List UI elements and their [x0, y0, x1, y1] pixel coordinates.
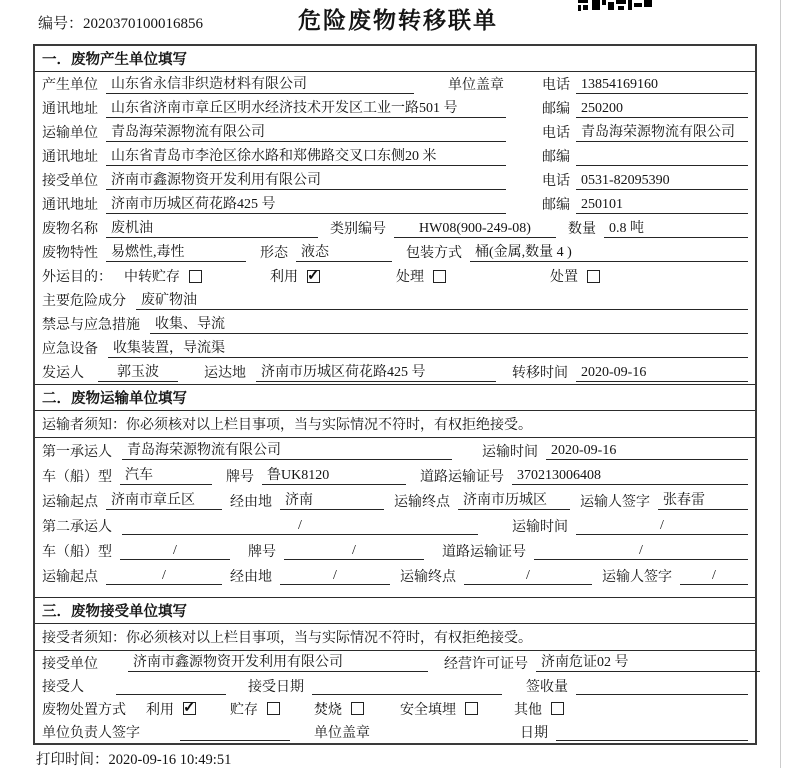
disposal-option-store — [230, 699, 280, 719]
qr-code-fragment-icon — [578, 0, 654, 11]
receipt-qty-value — [576, 676, 748, 695]
print-time-line — [36, 748, 231, 768]
row-emergency-equipment — [35, 336, 755, 360]
row-waste-character — [35, 240, 755, 264]
doc-number-label: 编号： — [38, 16, 84, 32]
disposal-option-burn-label: 焚烧 — [314, 702, 342, 718]
accept-unit-label: 接受单位 — [42, 656, 98, 672]
purpose-option-dispose — [550, 266, 600, 286]
producer-label: 产生单位 — [42, 78, 98, 93]
date-label: 日期 — [520, 725, 548, 741]
scan-edge-line — [780, 0, 781, 768]
accept-unit-value: 济南市鑫源物资开发利用有限公司 — [128, 653, 428, 672]
transport-time2-label: 运输时间 — [512, 519, 568, 535]
packing-label: 包装方式 — [406, 246, 462, 261]
equipment-label: 应急设备 — [42, 342, 98, 357]
shipper-label: 发运人 — [42, 366, 84, 381]
date-value — [556, 722, 748, 741]
accept-date-value — [312, 676, 502, 695]
purpose-treat-checkbox — [433, 270, 446, 283]
waste-name-value: 废机油 — [106, 219, 318, 238]
section-2-notice: 运输者须知：你必须核对以上栏目事项，当与实际情况不符时，有权拒绝接受。 — [35, 411, 755, 438]
producer-phone-label: 电话 — [542, 78, 570, 93]
waste-name-label: 废物名称 — [42, 222, 98, 237]
plate1-label: 牌号 — [226, 469, 254, 485]
receiver-value: 济南市鑫源物资开发利用有限公司 — [106, 171, 506, 190]
vehicle1-label: 车（船）型 — [42, 469, 112, 485]
license-label: 经营许可证号 — [444, 656, 528, 672]
transporter-addr-label: 通讯地址 — [42, 150, 98, 165]
transporter-zip-label: 邮编 — [542, 150, 570, 165]
row-second-carrier — [35, 513, 755, 538]
disposal-option-use — [146, 699, 196, 719]
purpose-label: 外运目的： — [42, 270, 112, 285]
via1-value: 济南 — [280, 491, 384, 510]
producer-value: 山东省永信非织造材料有限公司 — [106, 75, 414, 94]
row-transporter-unit — [35, 120, 755, 144]
category-label: 类别编号 — [330, 222, 386, 237]
disposal-option-burn — [314, 699, 364, 719]
purpose-storage-checkbox — [189, 270, 202, 283]
row-transport-purpose — [35, 264, 755, 288]
carrier-sign2-label: 运输人签字 — [602, 569, 672, 585]
disposal-store-checkbox — [267, 702, 280, 715]
via1-label: 经由地 — [230, 494, 272, 510]
row-producer-unit — [35, 72, 755, 96]
section-3-notice: 接受者须知：你必须核对以上栏目事项，当与实际情况不符时，有权拒绝接受。 — [35, 624, 755, 651]
origin1-value: 济南市章丘区 — [106, 491, 222, 510]
transporter-value: 青岛海荣源物流有限公司 — [106, 123, 506, 142]
receiver-label: 接受单位 — [42, 174, 98, 189]
purpose-option-treat — [396, 266, 446, 286]
disposal-option-landfill-label: 安全填埋 — [400, 702, 456, 718]
receiver-addr-label: 通讯地址 — [42, 198, 98, 213]
disposal-landfill-checkbox — [465, 702, 478, 715]
carrier-sign1-label: 运输人签字 — [580, 494, 650, 510]
qty-value: 0.8 吨 — [604, 219, 748, 238]
via2-value: / — [280, 566, 390, 585]
row-waste-name — [35, 216, 755, 240]
road-permit1-value: 370213006408 — [512, 466, 748, 485]
category-value: HW08(900-249-08) — [394, 219, 556, 238]
disposal-option-use-label: 利用 — [146, 702, 174, 718]
row-receiver-unit — [35, 168, 755, 192]
receipt-qty-label: 签收量 — [526, 679, 568, 695]
row-producer-address — [35, 96, 755, 120]
transporter-phone-value: 青岛海荣源物流有限公司 — [576, 123, 748, 142]
section-3-header: 三．废物接受单位填写 — [35, 597, 755, 624]
origin2-label: 运输起点 — [42, 569, 98, 585]
shipper-value: 郭玉波 — [98, 363, 178, 382]
carrier-sign1-value: 张春雷 — [658, 491, 748, 510]
principal-sign-label: 单位负责人签字 — [42, 725, 140, 741]
vehicle1-value: 汽车 — [120, 466, 212, 485]
receiver-addr-value: 济南市历城区荷花路425 号 — [106, 195, 506, 214]
plate2-label: 牌号 — [248, 544, 276, 560]
print-time-label: 打印时间： — [36, 752, 109, 768]
principal-sign-value — [180, 722, 290, 741]
row-route-2 — [35, 563, 755, 588]
via2-label: 经由地 — [230, 569, 272, 585]
taboo-label: 禁忌与应急措施 — [42, 318, 140, 333]
row-receiver-address — [35, 192, 755, 216]
row-vehicle-2 — [35, 538, 755, 563]
terminus2-label: 运输终点 — [400, 569, 456, 585]
acceptor-label: 接受人 — [42, 679, 84, 695]
row-acceptor — [35, 674, 755, 697]
row-hazard-components — [35, 288, 755, 312]
doc-number-value: 2020370100016856 — [83, 16, 204, 32]
transporter-zip-value — [576, 147, 748, 166]
page-title: 危险废物转移联单 — [298, 8, 498, 33]
producer-zip-label: 邮编 — [542, 102, 570, 117]
purpose-option-storage-label: 中转贮存 — [124, 270, 180, 285]
row-route-1 — [35, 488, 755, 513]
carrier2-label: 第二承运人 — [42, 519, 112, 535]
row-vehicle-1 — [35, 463, 755, 488]
purpose-option-treat-label: 处理 — [396, 270, 424, 285]
purpose-option-dispose-label: 处置 — [550, 270, 578, 285]
form-value: 液态 — [296, 243, 392, 262]
producer-addr-value: 山东省济南市章丘区明水经济技术开发区工业一路501 号 — [106, 99, 506, 118]
vehicle2-value: / — [120, 541, 230, 560]
disposal-burn-checkbox — [351, 702, 364, 715]
row-principal-sign — [35, 720, 755, 743]
row-accept-unit — [35, 651, 755, 674]
unit-seal-label: 单位盖章 — [448, 78, 504, 93]
license-value: 济南危证02 号 — [536, 653, 760, 672]
producer-phone-value: 13854169160 — [576, 75, 748, 94]
transport-time1-value: 2020-09-16 — [546, 441, 748, 460]
disposal-option-other-label: 其他 — [514, 702, 542, 718]
producer-addr-label: 通讯地址 — [42, 102, 98, 117]
purpose-option-storage — [124, 266, 202, 286]
dest-label: 运达地 — [204, 366, 246, 381]
transfer-time-label: 转移时间 — [512, 366, 568, 381]
carrier-sign2-value: / — [680, 566, 748, 585]
section-2-header: 二．废物运输单位填写 — [35, 384, 755, 411]
hazard-value: 废矿物油 — [136, 291, 748, 310]
row-shipper — [35, 360, 755, 384]
disposal-option-other — [514, 699, 564, 719]
receiver-zip-value: 250101 — [576, 195, 748, 214]
row-first-carrier — [35, 438, 755, 463]
transport-time2-value: / — [576, 516, 748, 535]
qty-label: 数量 — [568, 222, 596, 237]
unit-seal2-label: 单位盖章 — [314, 725, 370, 741]
purpose-dispose-checkbox — [587, 270, 600, 283]
terminus2-value: / — [464, 566, 592, 585]
print-time-value: 2020-09-16 10:49:51 — [108, 752, 232, 768]
row-taboo-measures — [35, 312, 755, 336]
road-permit1-label: 道路运输证号 — [420, 469, 504, 485]
disposal-option-store-label: 贮存 — [230, 702, 258, 718]
packing-value: 桶(金属,数量 4 ) — [470, 243, 748, 262]
row-disposal-method — [35, 697, 755, 720]
plate1-value: 鲁UK8120 — [262, 466, 406, 485]
transporter-phone-label: 电话 — [542, 126, 570, 141]
disposal-other-checkbox — [551, 702, 564, 715]
transport-time1-label: 运输时间 — [482, 444, 538, 460]
receiver-zip-label: 邮编 — [542, 198, 570, 213]
road-permit2-label: 道路运输证号 — [442, 544, 526, 560]
taboo-value: 收集、导流 — [150, 315, 748, 334]
dest-value: 济南市历城区荷花路425 号 — [256, 363, 496, 382]
equipment-value: 收集装置，导流渠 — [108, 339, 748, 358]
road-permit2-value: / — [534, 541, 748, 560]
terminus1-label: 运输终点 — [394, 494, 450, 510]
disposal-option-landfill — [400, 699, 478, 719]
acceptor-value — [116, 676, 226, 695]
purpose-option-use — [270, 266, 320, 286]
origin1-label: 运输起点 — [42, 494, 98, 510]
vehicle2-label: 车（船）型 — [42, 544, 112, 560]
transporter-addr-value: 山东省青岛市李沧区徐水路和郑佛路交叉口东侧20 米 — [106, 147, 506, 166]
disposal-label: 废物处置方式 — [42, 702, 126, 718]
plate2-value: / — [284, 541, 424, 560]
disposal-use-checkbox — [183, 702, 196, 715]
transporter-label: 运输单位 — [42, 126, 98, 141]
origin2-value: / — [106, 566, 222, 585]
carrier1-value: 青岛海荣源物流有限公司 — [122, 441, 452, 460]
hazard-label: 主要危险成分 — [42, 294, 126, 309]
terminus1-value: 济南市历城区 — [458, 491, 570, 510]
purpose-use-checkbox — [307, 270, 320, 283]
form-label: 形态 — [260, 246, 288, 261]
transfer-time-value: 2020-09-16 — [576, 363, 748, 382]
character-value: 易燃性,毒性 — [106, 243, 246, 262]
manifest-form-table — [33, 44, 757, 745]
character-label: 废物特性 — [42, 246, 98, 261]
carrier1-label: 第一承运人 — [42, 444, 112, 460]
purpose-option-use-label: 利用 — [270, 270, 298, 285]
accept-date-label: 接受日期 — [248, 679, 304, 695]
section-1-header: 一．废物产生单位填写 — [35, 46, 755, 72]
row-transporter-address — [35, 144, 755, 168]
receiver-phone-label: 电话 — [542, 174, 570, 189]
receiver-phone-value: 0531-82095390 — [576, 171, 748, 190]
section-gap — [35, 588, 755, 597]
producer-zip-value: 250200 — [576, 99, 748, 118]
carrier2-value: / — [122, 516, 478, 535]
